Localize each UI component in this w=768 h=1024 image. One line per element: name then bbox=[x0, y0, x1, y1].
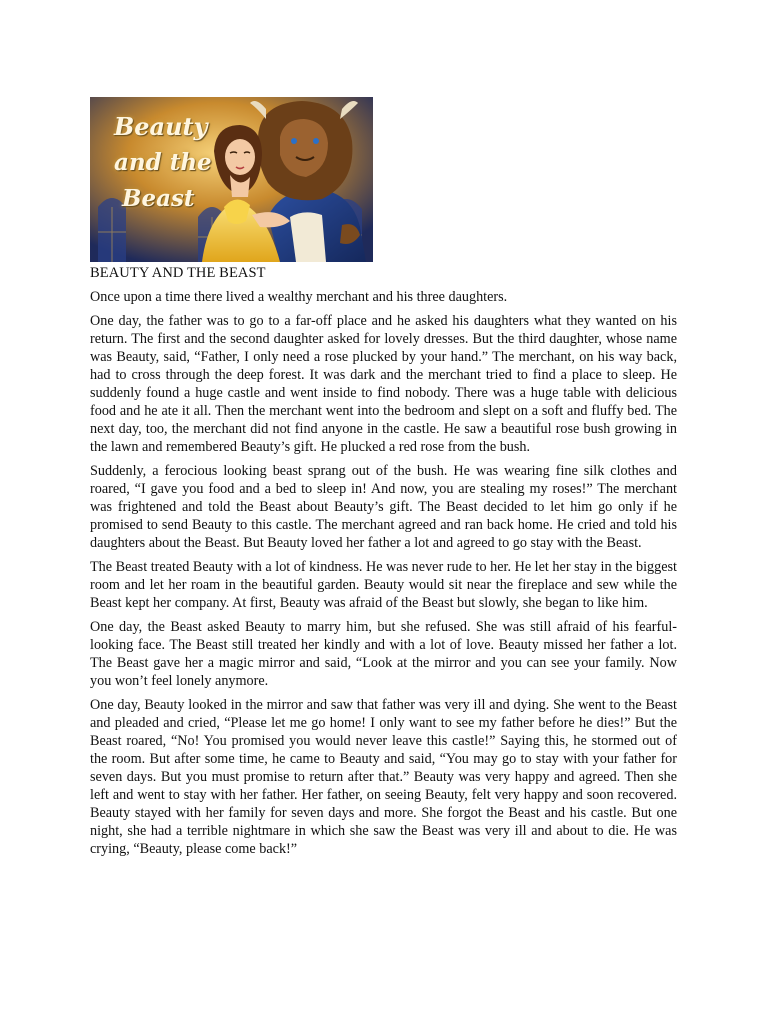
cover-illustration bbox=[90, 97, 373, 262]
cover-title-line-3: Beast bbox=[122, 185, 195, 212]
story-paragraph-kindness: The Beast treated Beauty with a lot of kindness. He was never rude to her. He let her stay in the biggest room and let her roam in the beautiful garden. Beauty would sit near the fireplace and sew while the Beast kept her company. At first, Beauty was afraid of the Beast but slowly, she began to like him. bbox=[90, 559, 677, 611]
story-title: BEAUTY AND THE BEAST bbox=[90, 265, 266, 281]
document-page bbox=[90, 97, 677, 858]
story-paragraph-return-home: One day, Beauty looked in the mirror and saw that father was very ill and dying. She went to the Beast and pleaded and cried, “Please let me go home! I only want to see my father before he dies!” But the Beast roared, “No! You promised you would never leave this castle!” Saying this, he stormed out of the room. But after some time, he came to Beauty and said, “You may go to stay with your father for seven days. But you must promise to return after that.” Beauty was very happy and agreed. Then she left and went to stay with her father. Her father, on seeing Beauty, felt very happy and soon recovered. Beauty stayed with her family for seven days and more. She forgot the Beast and his castle. But one night, she had a terrible nightmare in which she saw the Beast was very ill and about to die. He was crying, “Beauty, please come back!” bbox=[90, 697, 677, 857]
story-paragraph-merchant-journey: One day, the father was to go to a far-off place and he asked his daughters what they wanted on his return. The first and the second daughter asked for lovely dresses. But the third daughter, whose name was Beauty, said, “Father, I only need a rose plucked by your hand.” The merchant, on his way back, had to cross through the deep forest. It was dark and the merchant tried to find a place to sleep. He suddenly found a huge castle and went inside to find nobody. There was a huge table with delicious food and he ate it all. Then the merchant went into the bedroom and slept on a soft and fluffy bed. The next day, too, the merchant did not find anyone in the castle. He saw a beautiful rose bush growing in the lawn and remembered Beauty’s gift. He plucked a red rose from the bush. bbox=[90, 313, 677, 455]
cover-title-line-1: Beauty bbox=[114, 112, 208, 141]
cover-title-line-2: and the bbox=[114, 149, 212, 176]
cover-title-art bbox=[114, 109, 212, 217]
story-paragraph-intro: Once upon a time there lived a wealthy merchant and his three daughters. bbox=[90, 289, 508, 305]
story-paragraph-magic-mirror: One day, the Beast asked Beauty to marry him, but she refused. She was still afraid of his fearful-looking face. The Beast still treated her kindly and with a lot of love. Beauty missed her father a lot. The Beast gave her a magic mirror and said, “Look at the mirror and you can see your family. Now you won’t feel lonely anymore. bbox=[90, 619, 677, 689]
story-paragraph-beast-appears: Suddenly, a ferocious looking beast sprang out of the bush. He was wearing fine silk clothes and roared, “I gave you food and a bed to sleep in! And now, you are stealing my roses!” The merchant was frightened and told the Beast about Beauty’s gift. The Beast decided to let him go only if he promised to send Beauty to this castle. The merchant agreed and ran back home. He cried and told his daughters about the Beast. But Beauty loved her father a lot and agreed to go stay with the Beast. bbox=[90, 463, 677, 551]
